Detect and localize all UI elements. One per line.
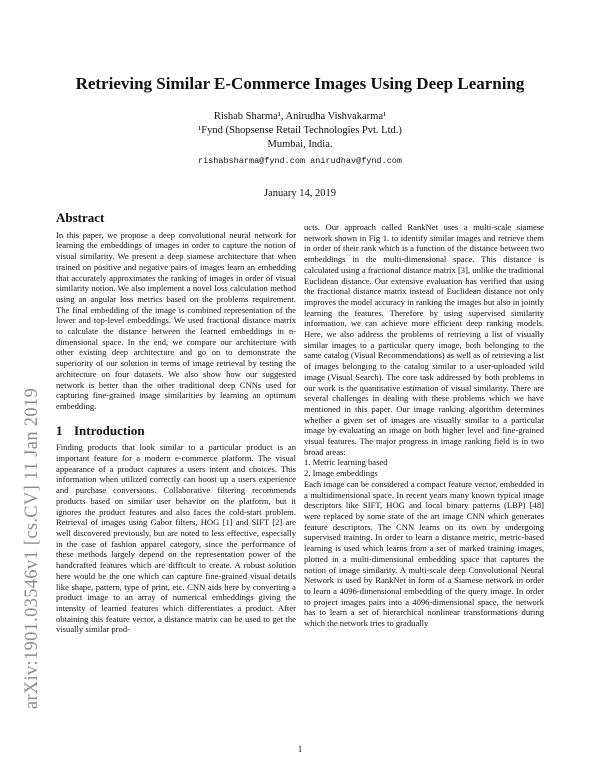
right-paragraph-1: ucts. Our approach called RankNet uses a multi-scale siamese network shown in Fig 1. to identify similar images and retrieve them in order of their rank which is a function of the distance between two embeddings in the multi-dimensional space. This distance is calculated using a fractional distance matrix [3], unlike the traditional Euclidean distance. Our extensive evaluation has verified that using the fractional distance matrix instead of Euclidean distance not only improves the model accuracy in ranking the images but also in jointly learning the features. Therefore by using supervised similarity information, we can achieve more efficient deep ranking models. Here, we also address the problems of retrieving a list of visually similar images to a particular query image, both belonging to the same catalog (Visual Recommendations) as well as of retrieving a list of images belonging to the catalog similar to a user-uploaded wild image (Visual Search). The core task addressed by both problems in our work is the quantitative estimation of visual similarity. There are several challenges in dealing with these problems which we have mentioned in this paper. Our image ranking algorithm determines whether a given set of images are visually similar to a particular image by evaluating an image on both higher level and fine-grained visual features. The major progress in image ranking field is in two broad areas: bbox=[304, 222, 544, 457]
abstract-section bbox=[56, 210, 296, 412]
paper-date: January 14, 2019 bbox=[263, 188, 337, 199]
paper-header bbox=[0, 74, 600, 199]
arxiv-stamp bbox=[4, 178, 42, 710]
page-number: 1 bbox=[297, 744, 303, 754]
author-block bbox=[0, 110, 600, 168]
section-title: Introduction bbox=[74, 422, 145, 438]
left-column bbox=[56, 210, 296, 635]
authors-line: Rishab Sharma¹, Anirudha Vishvakarma¹ bbox=[213, 111, 387, 122]
introduction-section bbox=[56, 422, 296, 635]
paper-title: Retrieving Similar E-Commerce Images Using Deep Learning bbox=[75, 74, 525, 93]
right-column bbox=[304, 222, 544, 629]
right-paragraph-2: Each image can be considered a compact feature vector, embedded in a multidimensional space. In recent years many known typical image descriptors like SIFT, HOG and local binary patterns (LBP) [48] were replaced by some state of the art image CNN which generates feature descriptors. The CNN learns on its own by undergoing supervised training. In order to learn a distance metric, metric-based learning is used which learns from a set of marked training images, plotted in a multi-dimensional embedding space that captures the notion of image similarity. A multi-scale deep Convolutional Neural Network is used by RankNet in form of a Siamese network in order to learn a 4096-dimensional embedding of the query image. In order to project images pairs into a 4096-dimensional space, the network has to learn a set of hierarchical nonlinear transformations during which the network tries to gradually bbox=[304, 478, 544, 629]
introduction-heading bbox=[56, 422, 296, 438]
section-number: 1 bbox=[56, 422, 63, 438]
abstract-text: In this paper, we propose a deep convolutional neural network for learning the embeddings of images in order to capture the notion of visual similarity. We present a deep siamese architecture that when trained on positive and negative pairs of images learn an embedding that accurately approximates the ranking of images in order of visual similarity notion. We also implement a novel loss calculation method using an angular loss metrics based on the problems requirement. The final embedding of the image is combined representation of the lower and top-level embeddings. We used fractional distance matrix to calculate the distance between the learned embeddings in n-dimensional space. In the end, we compare our architecture with other existing deep architecture and go on to demonstrate the superiority of our solution in terms of image retrieval by testing the architecture on four datasets. We also show how our suggested network is better than the other traditional deep CNNs used for capturing fine-grained image similarities by learning an optimum embedding. bbox=[56, 229, 296, 411]
location: Mumbai, India. bbox=[267, 139, 333, 150]
arxiv-stamp-text: arXiv:1901.03546v1 [cs.CV] 11 Jan 2019 bbox=[22, 388, 42, 710]
emails: rishabsharma@fynd.com anirudhav@fynd.com bbox=[197, 156, 403, 166]
list-item: 2. Image embeddings bbox=[304, 468, 378, 479]
affiliation: ¹Fynd (Shopsense Retail Technologies Pvt. Ltd.) bbox=[198, 125, 402, 136]
introduction-text: Finding products that look similar to a particular product is an important feature for a modern e-commerce platform. The visual appearance of a product captures a users intent and choices. This information when utilized correctly can boost up a users experience and purchase conversions. Collaborative filtering recommends products based on similar user behavior on the platform, but it ignores the product features and also faces the cold-start problem. Retrieval of images using Gabor filters, HOG [1] and SIFT [2] are well discovered previously, but are noted to less effective, especially in the case of fashion apparel category, since the performance of these methods largely depend on the representation power of the handcrafted features which are difficult to create. A robust solution here would be the one which can capture fine-grained visual details like shape, pattern, type of print, etc. CNN aids here by converting a product image to an array of numerical embeddings giving the intensity of learned features which differentiates a product. After obtaining this feature vector, a distance matrix can be used to get the visually similar prod- bbox=[56, 442, 296, 635]
list-item: 1. Metric learning based bbox=[304, 457, 388, 468]
abstract-heading: Abstract bbox=[56, 210, 105, 225]
